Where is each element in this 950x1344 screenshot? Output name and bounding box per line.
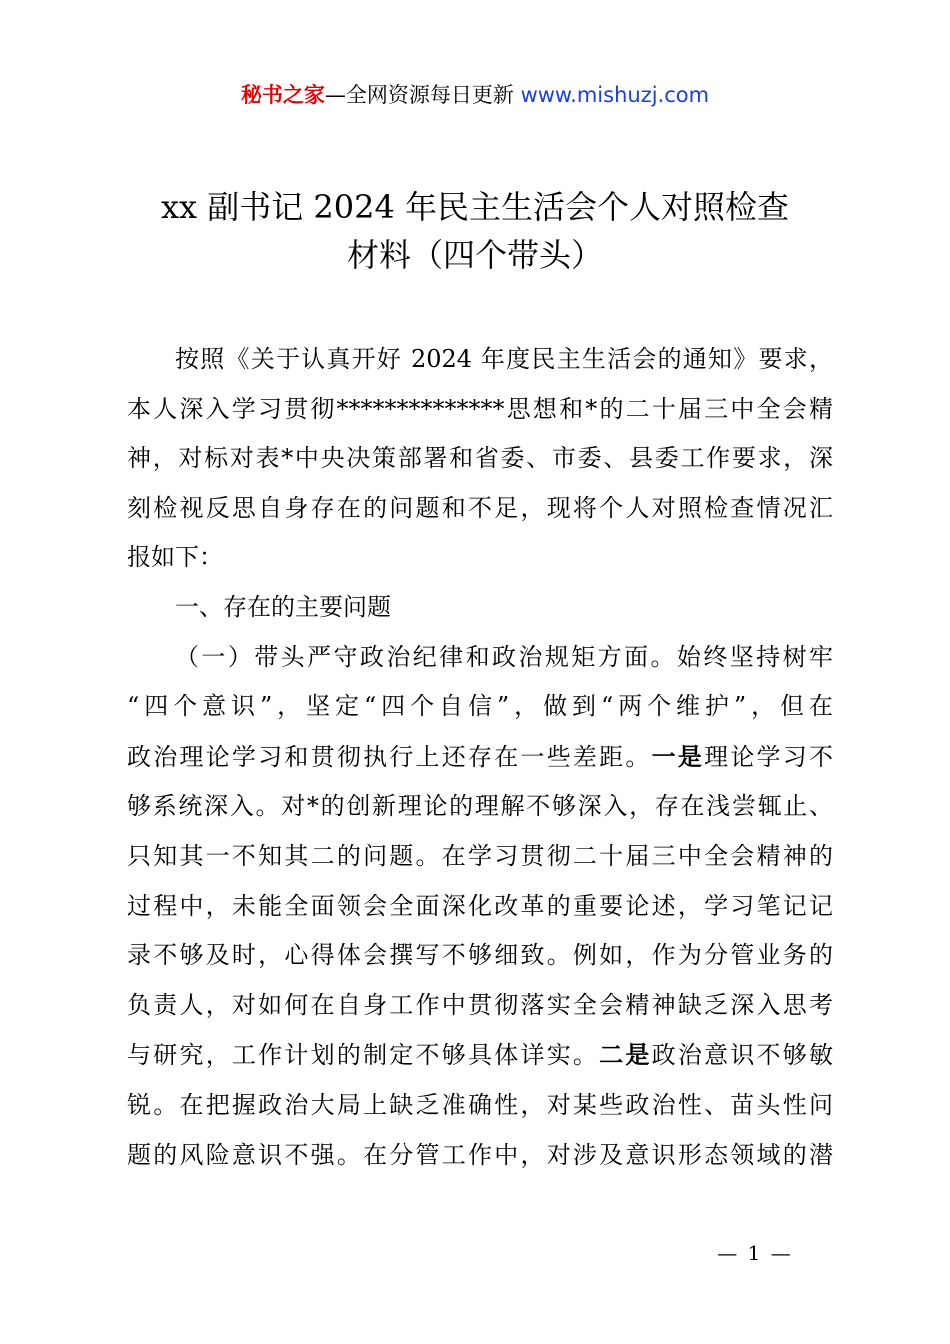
document-title-line-2: 材料（四个带头） [346,236,603,274]
text-line: 负责人，对如何在自身工作中贯彻落实全会精神缺乏深入思考 [127,990,833,1019]
text-line: 锐。在把握政治大局上缺乏准确性，对某些政治性、苗头性问 [127,1090,833,1119]
text-line: （一）带头严守政治纪律和政治规矩方面。始终坚持树牢 [175,642,833,671]
text-line: 够系统深入。对*的创新理论的理解不够深入，存在浅尝辄止、 [127,792,833,821]
text-line: 题的风险意识不强。在分管工作中，对涉及意识形态领域的潜 [127,1140,833,1169]
problem-paragraph [127,633,833,1181]
document-title-line-1: xx 副书记 2024 年民主生活会个人对照检查 [160,188,790,226]
site-slogan: —全网资源每日更新 [324,83,514,107]
text-line: 过程中，未能全面领会全面深化改革的重要论述，学习笔记记 [127,891,833,920]
text-line: 神，对标对表*中央决策部署和省委、市委、县委工作要求，深 [127,444,833,473]
intro-paragraph [127,335,833,583]
document-body [127,335,833,1180]
text-line: 只知其一不知其二的问题。在学习贯彻二十届三中全会精神的 [127,841,833,870]
site-url-link[interactable]: www.mishuzj.com [520,83,710,107]
section-heading [127,583,833,633]
bold-marker: 一是 [651,741,705,771]
text-line: 报如下： [127,543,223,572]
text-span: 与研究，工作计划的制定不够具体详实。 [127,1041,600,1070]
text-span: 理论学习不 [704,742,834,771]
page-number: — 1 — [717,1241,793,1265]
text-span: 政治意识不够敏 [651,1041,834,1070]
text-line [127,732,833,783]
text-line: 刻检视反思自身存在的问题和不足，现将个人对照检查情况汇 [127,493,833,522]
text-span: 政治理论学习和贯彻执行上还存在一些差距。 [127,742,652,771]
site-brand: 秘书之家 [240,83,325,107]
document-title [90,183,860,279]
text-line: 本人深入学习贯彻**************思想和*的二十届三中全会精 [127,394,833,423]
section-heading-text: 一、存在的主要问题 [175,592,391,621]
bold-marker: 二是 [599,1040,652,1070]
site-header [0,80,950,110]
text-line: “四个意识”，坚定“四个自信”，做到“两个维护”，但在 [127,692,833,721]
text-line: 录不够及时，心得体会撰写不够细致。例如，作为分管业务的 [127,941,833,970]
text-line [127,1030,833,1081]
text-line: 按照《关于认真开好 2024 年度民主生活会的通知》要求， [175,345,833,373]
